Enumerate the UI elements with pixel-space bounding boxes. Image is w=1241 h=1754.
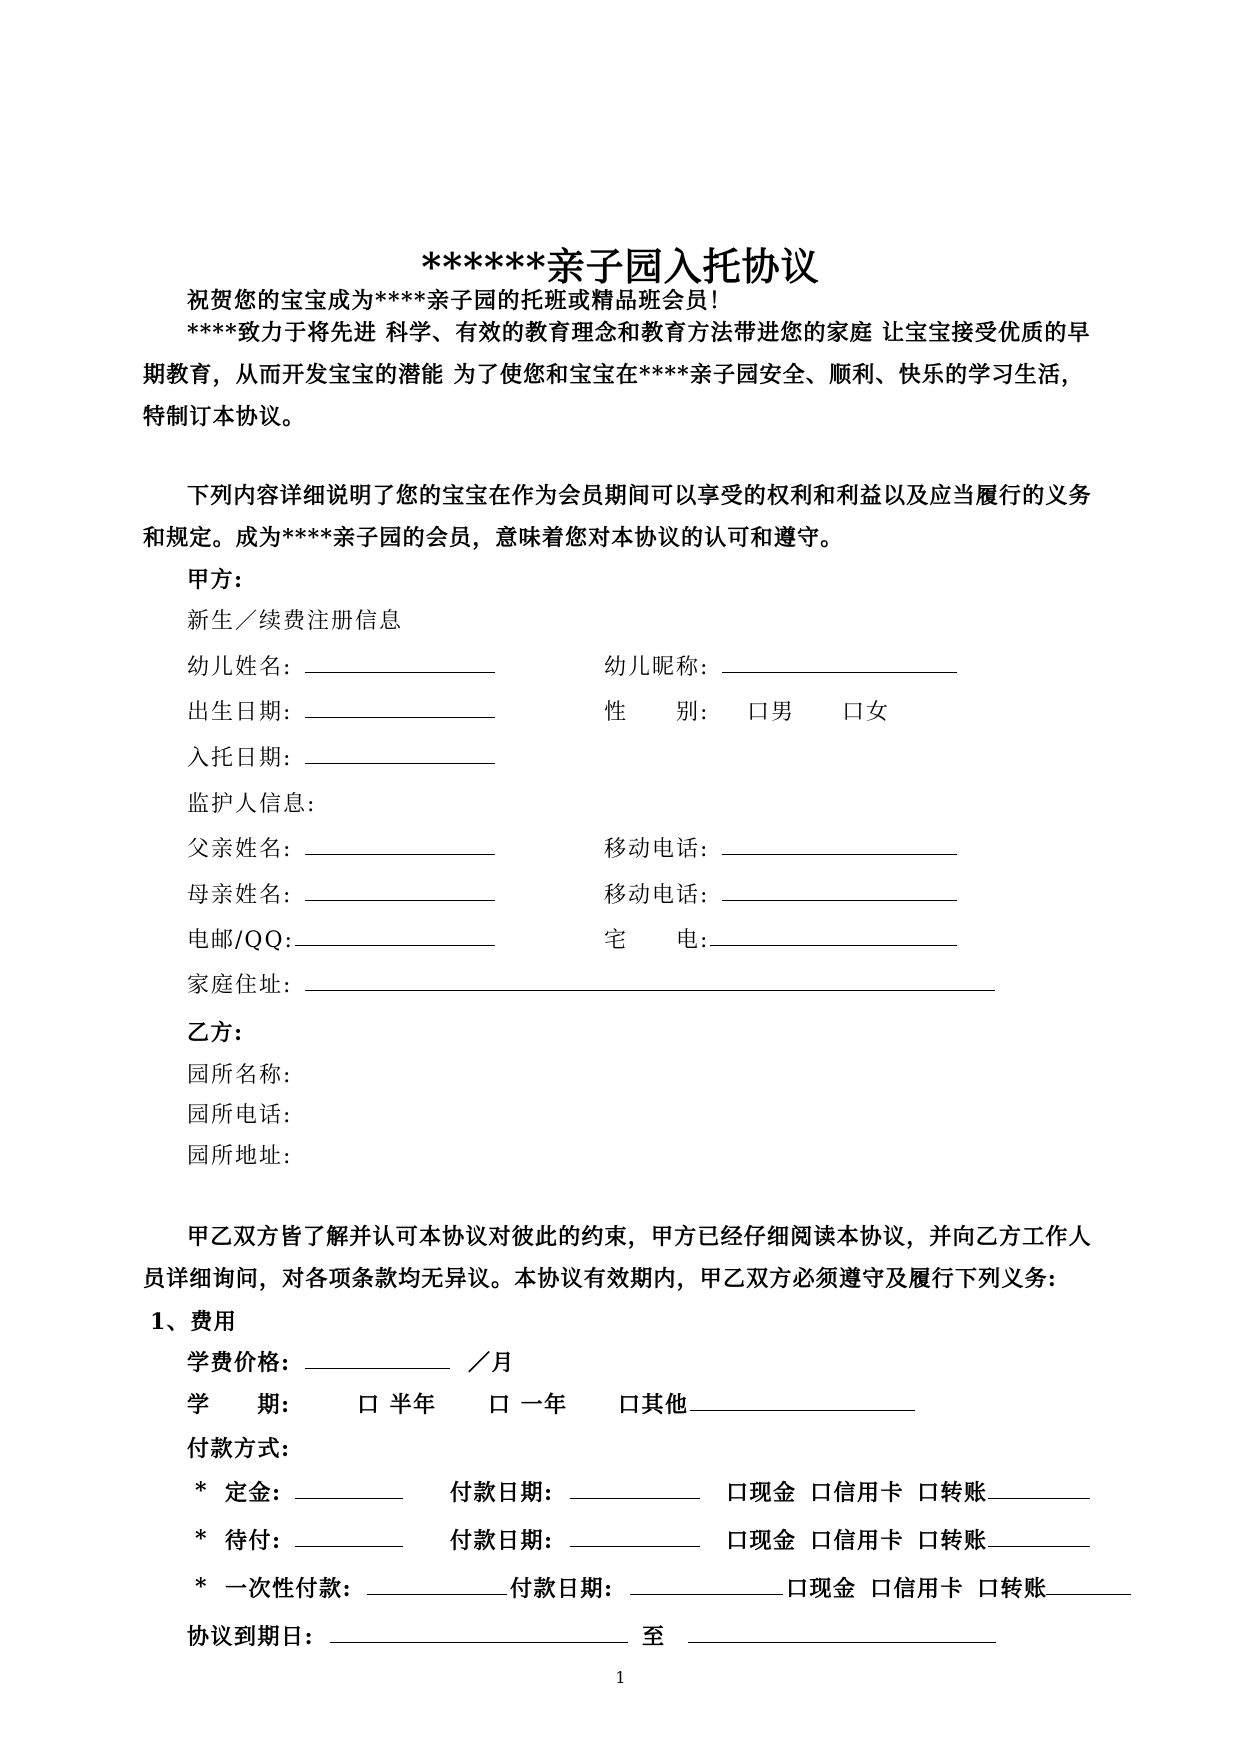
- deposit-cash-checkbox[interactable]: 口现金: [726, 1480, 797, 1506]
- pending-pay-date-label: 付款日期:: [450, 1528, 554, 1554]
- child-name-label: 幼儿姓名:: [187, 655, 293, 680]
- lump-sum-cash-checkbox[interactable]: 口现金: [786, 1576, 857, 1602]
- intro-paragraph-2: 下列内容详细说明了您的宝宝在作为会员期间可以享受的权利和利益以及应当履行的义务和规定。成为****亲子园的会员，意味着您对本协议的认可和遵守。: [143, 483, 1092, 551]
- gender-female-checkbox[interactable]: 口女: [842, 700, 891, 725]
- mobile-phone-1-field[interactable]: [722, 854, 957, 855]
- party-a-heading: 甲方:: [187, 567, 244, 593]
- lump-sum-field[interactable]: [367, 1594, 507, 1595]
- kindergarten-phone-label: 园所电话:: [187, 1103, 293, 1128]
- expiry-date-label: 协议到期日:: [187, 1624, 315, 1650]
- lump-sum-label: 一次性付款:: [225, 1576, 353, 1602]
- pending-cash-checkbox[interactable]: 口现金: [726, 1528, 797, 1554]
- home-phone-label: 宅 电:: [604, 928, 710, 953]
- intro-paragraph-1: ****致力于将先进 科学、有效的教育理念和教育方法带进您的家庭 让宝宝接受优质的早期教育，从而开发宝宝的潜能 为了使您和宝宝在****亲子园安全、顺利、快乐的学习生活，特制订本协议。: [143, 320, 1091, 430]
- term-other-checkbox[interactable]: 口其他: [618, 1392, 689, 1418]
- gender-male-checkbox[interactable]: 口男: [747, 700, 796, 725]
- mother-name-label: 母亲姓名:: [187, 883, 293, 908]
- term-half-year-checkbox[interactable]: 口 半年: [357, 1392, 437, 1418]
- deposit-transfer-field[interactable]: [988, 1498, 1090, 1499]
- bullet: *: [195, 1526, 209, 1552]
- email-qq-label: 电邮/QQ:: [187, 928, 294, 953]
- deposit-transfer-checkbox[interactable]: 口转账: [917, 1480, 988, 1506]
- enroll-date-label: 入托日期:: [187, 746, 293, 771]
- document-title: ******亲子园入托协议: [421, 244, 820, 289]
- father-name-label: 父亲姓名:: [187, 837, 293, 862]
- mobile-phone-2-label: 移动电话:: [604, 883, 710, 908]
- guardian-info-label: 监护人信息:: [187, 792, 317, 817]
- bullet: *: [195, 1478, 209, 1504]
- fees-section-heading: 1、费用: [150, 1309, 238, 1335]
- payment-method-label: 付款方式:: [187, 1436, 291, 1462]
- agreement-paragraph: 甲乙双方皆了解并认可本协议对彼此的约束，甲方已经仔细阅读本协议，并向乙方工作人员详细询问，对各项条款均无异议。本协议有效期内，甲乙双方必须遵守及履行下列义务:: [143, 1224, 1092, 1292]
- pending-label: 待付:: [225, 1528, 282, 1554]
- deposit-pay-date-field[interactable]: [570, 1498, 700, 1499]
- email-qq-field[interactable]: [295, 945, 495, 946]
- lump-sum-transfer-field[interactable]: [1046, 1594, 1131, 1595]
- expiry-start-field[interactable]: [330, 1642, 628, 1643]
- child-name-field[interactable]: [305, 672, 495, 673]
- gender-label: 性 别:: [604, 700, 710, 725]
- enroll-date-field[interactable]: [305, 763, 495, 764]
- term-other-field[interactable]: [690, 1410, 915, 1411]
- lump-sum-transfer-checkbox[interactable]: 口转账: [977, 1576, 1048, 1602]
- bullet: *: [195, 1574, 209, 1600]
- expiry-to-label: 至: [642, 1624, 666, 1650]
- lump-sum-pay-date-label: 付款日期:: [510, 1576, 614, 1602]
- deposit-pay-date-label: 付款日期:: [450, 1480, 554, 1506]
- registration-info-label: 新生／续费注册信息: [187, 609, 404, 634]
- pending-field[interactable]: [295, 1546, 403, 1547]
- home-phone-field[interactable]: [710, 945, 957, 946]
- tuition-label: 学费价格:: [187, 1350, 291, 1376]
- party-b-heading: 乙方:: [187, 1020, 244, 1046]
- child-nickname-field[interactable]: [722, 672, 957, 673]
- home-address-field[interactable]: [305, 990, 995, 991]
- mother-name-field[interactable]: [305, 900, 495, 901]
- deposit-label: 定金:: [225, 1480, 282, 1506]
- pending-transfer-field[interactable]: [988, 1546, 1090, 1547]
- pending-transfer-checkbox[interactable]: 口转账: [917, 1528, 988, 1554]
- pending-credit-card-checkbox[interactable]: 口信用卡: [810, 1528, 905, 1554]
- kindergarten-name-label: 园所名称:: [187, 1063, 293, 1088]
- birth-date-field[interactable]: [305, 717, 495, 718]
- tuition-field[interactable]: [305, 1368, 450, 1369]
- deposit-field[interactable]: [295, 1498, 403, 1499]
- deposit-credit-card-checkbox[interactable]: 口信用卡: [810, 1480, 905, 1506]
- lump-sum-credit-card-checkbox[interactable]: 口信用卡: [870, 1576, 965, 1602]
- birth-date-label: 出生日期:: [187, 700, 293, 725]
- father-name-field[interactable]: [305, 854, 495, 855]
- kindergarten-address-label: 园所地址:: [187, 1144, 293, 1169]
- expiry-end-field[interactable]: [688, 1642, 996, 1643]
- home-address-label: 家庭住址:: [187, 973, 293, 998]
- tuition-unit: ／月: [468, 1350, 516, 1376]
- mobile-phone-2-field[interactable]: [722, 900, 957, 901]
- page-number: 1: [615, 1668, 626, 1687]
- child-nickname-label: 幼儿昵称:: [604, 655, 710, 680]
- term-label: 学 期:: [187, 1392, 291, 1418]
- greeting-text: 祝贺您的宝宝成为****亲子园的托班或精品班会员！: [187, 288, 733, 314]
- lump-sum-pay-date-field[interactable]: [630, 1594, 783, 1595]
- term-one-year-checkbox[interactable]: 口 一年: [488, 1392, 568, 1418]
- mobile-phone-1-label: 移动电话:: [604, 837, 710, 862]
- pending-pay-date-field[interactable]: [570, 1546, 700, 1547]
